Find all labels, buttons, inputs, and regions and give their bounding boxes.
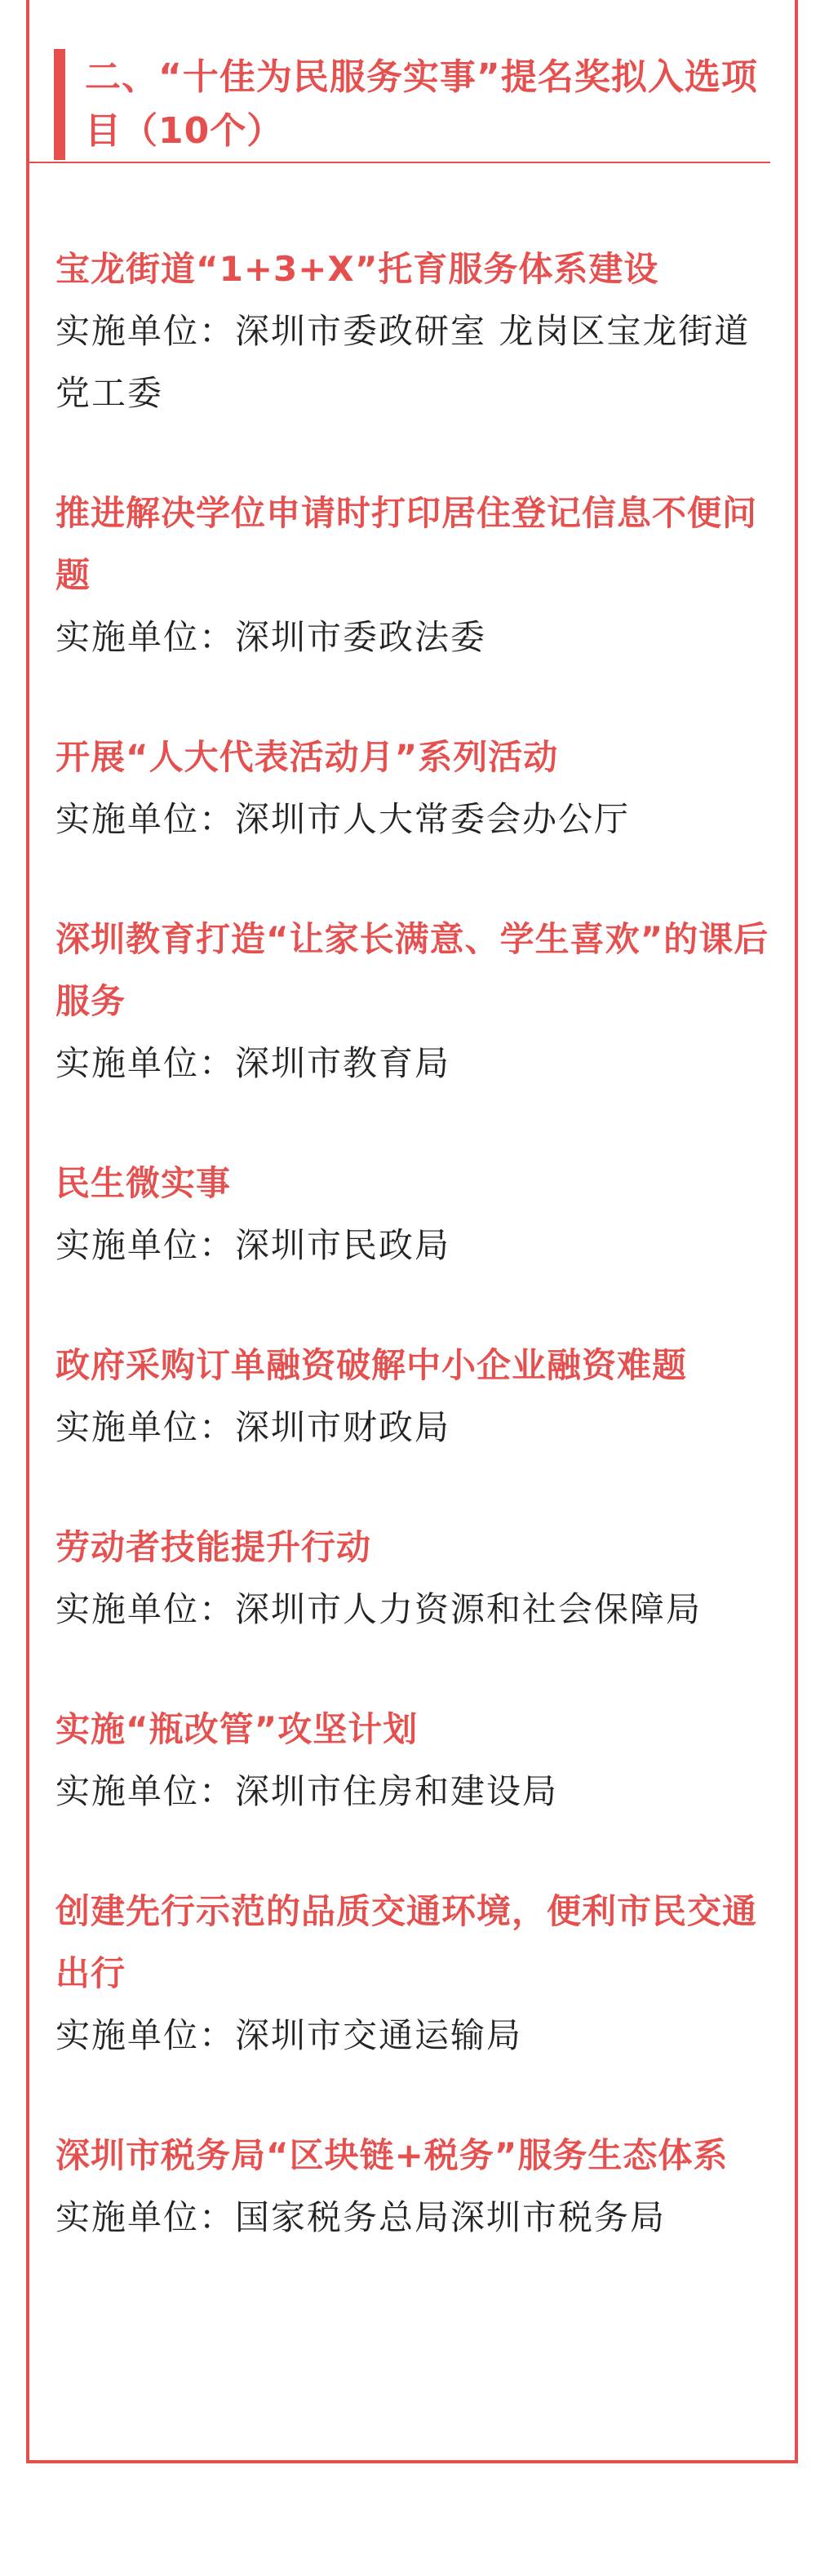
unit-name: 深圳市人力资源和社会保障局	[235, 1589, 703, 1629]
implementing-unit	[55, 1033, 774, 1095]
implementing-unit	[55, 300, 774, 424]
list-item	[55, 2125, 774, 2249]
unit-label: 实施单位：	[55, 1043, 236, 1083]
header-accent-bar	[54, 49, 65, 160]
project-title: 推进解决学位申请时打印居住登记信息不便问题	[55, 493, 758, 595]
unit-label: 实施单位：	[55, 311, 236, 351]
list-item	[55, 908, 774, 1095]
implementing-unit	[55, 1761, 774, 1823]
implementing-unit	[55, 1397, 774, 1459]
project-title: 深圳市税务局“区块链+税务”服务生态体系	[55, 2135, 729, 2175]
unit-name: 深圳市财政局	[235, 1407, 451, 1447]
project-title: 实施“瓶改管”攻坚计划	[55, 1709, 419, 1749]
unit-name: 深圳市委政研室 龙岗区宝龙街道党工委	[55, 311, 751, 413]
project-title: 深圳教育打造“让家长满意、学生喜欢”的课后服务	[55, 919, 769, 1021]
implementing-unit	[55, 606, 774, 668]
unit-label: 实施单位：	[55, 2015, 236, 2055]
list-item	[55, 1881, 774, 2067]
unit-name: 深圳市人大常委会办公厅	[235, 799, 631, 839]
implementing-unit	[55, 2187, 774, 2249]
unit-label: 实施单位：	[55, 1225, 236, 1265]
unit-name: 深圳市民政局	[235, 1225, 451, 1265]
unit-label: 实施单位：	[55, 1771, 236, 1811]
section-header	[29, 49, 770, 163]
project-title: 民生微实事	[55, 1163, 232, 1203]
implementing-unit	[55, 1215, 774, 1277]
implementing-unit	[55, 788, 774, 851]
project-list	[55, 238, 774, 2307]
implementing-unit	[55, 1579, 774, 1641]
unit-label: 实施单位：	[55, 799, 236, 839]
unit-name: 深圳市住房和建设局	[235, 1771, 559, 1811]
project-title: 开展“人大代表活动月”系列活动	[55, 737, 559, 777]
list-item	[55, 238, 774, 424]
unit-name: 深圳市委政法委	[235, 617, 487, 657]
project-title: 政府采购订单融资破解中小企业融资难题	[55, 1345, 688, 1385]
project-title: 创建先行示范的品质交通环境，便利市民交通出行	[55, 1891, 758, 1993]
implementing-unit	[55, 2005, 774, 2067]
list-item	[55, 1153, 774, 1277]
unit-label: 实施单位：	[55, 2197, 236, 2237]
unit-label: 实施单位：	[55, 1407, 236, 1447]
list-item	[55, 726, 774, 851]
unit-label: 实施单位：	[55, 1589, 236, 1629]
list-item	[55, 1699, 774, 1823]
section-title: 二、“十佳为民服务实事”提名奖拟入选项目（10个）	[85, 56, 758, 152]
unit-name: 国家税务总局深圳市税务局	[235, 2197, 667, 2237]
project-title: 劳动者技能提升行动	[55, 1527, 372, 1567]
list-item	[55, 1517, 774, 1641]
list-item	[55, 482, 774, 668]
unit-name: 深圳市交通运输局	[235, 2015, 523, 2055]
list-item	[55, 1335, 774, 1459]
project-title: 宝龙街道“1+3+X”托育服务体系建设	[55, 249, 659, 289]
unit-label: 实施单位：	[55, 617, 236, 657]
unit-name: 深圳市教育局	[235, 1043, 451, 1083]
